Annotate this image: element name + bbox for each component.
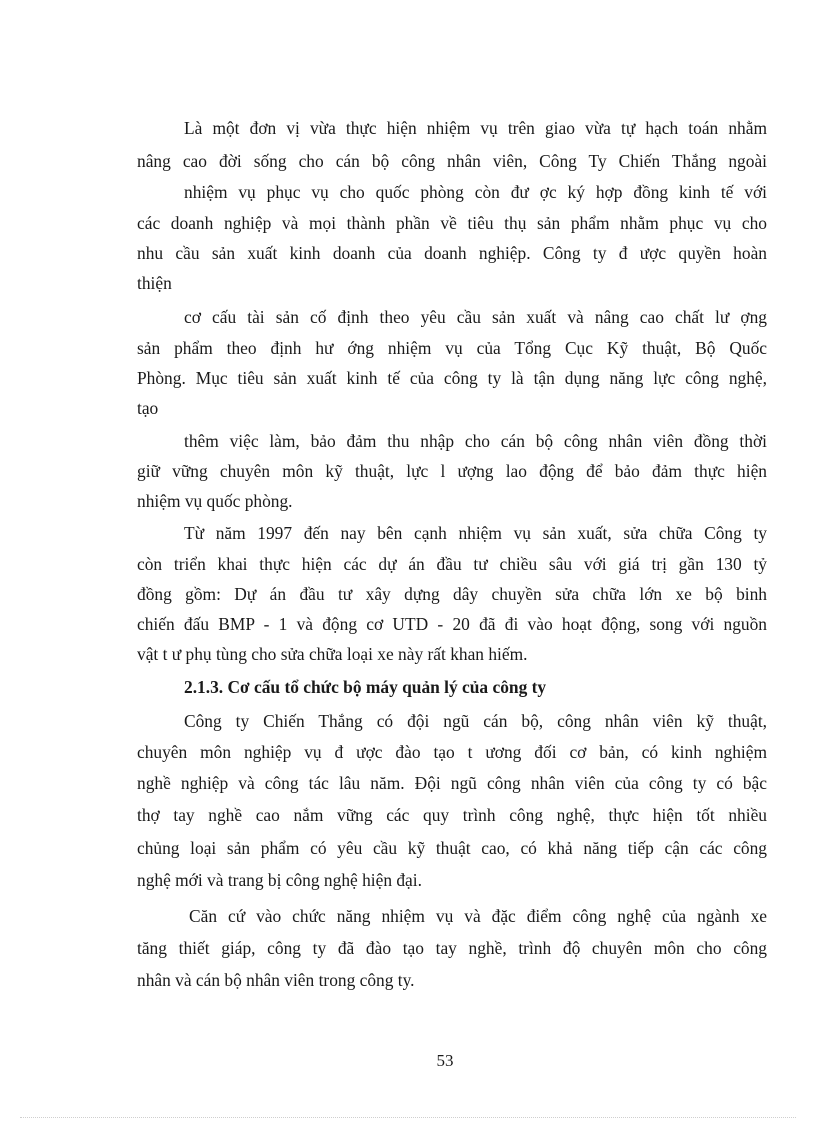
text-line: tạo [137, 398, 159, 418]
text-line: nghệ mới và trang bị công nghệ hiện đại. [137, 870, 422, 890]
text-line: Phòng. Mục tiêu sản xuất kinh tế của công ty là tận dụng năng lực công nghệ, [137, 368, 767, 388]
text-line: giữ vững chuyên môn kỹ thuật, lực l ượng lao động để bảo đảm thực hiện [137, 461, 767, 481]
page-number: 53 [436, 1051, 454, 1070]
text-line: nhiệm vụ quốc phòng. [137, 491, 293, 511]
text-line: Công ty Chiến Thắng có đội ngũ cán bộ, công nhân viên kỹ thuật, [184, 711, 767, 731]
text-line: Là một đơn vị vừa thực hiện nhiệm vụ trên giao vừa tự hạch toán nhằm [184, 118, 767, 138]
text-line: nhu cầu sản xuất kinh doanh của doanh nghiệp. Công ty đ ược quyền hoàn [137, 243, 767, 263]
text-line: chủng loại sản phẩm có yêu cầu kỹ thuật cao, có khả năng tiếp cận các công [137, 838, 767, 858]
page-bottom-edge [20, 1117, 796, 1118]
text-line: thêm việc làm, bảo đảm thu nhập cho cán bộ công nhân viên đồng thời [184, 431, 767, 451]
text-line: cơ cấu tài sản cố định theo yêu cầu sản xuất và nâng cao chất lư ợng [184, 307, 767, 327]
text-line: còn triển khai thực hiện các dự án đầu tư chiều sâu với giá trị gần 130 tỷ [137, 554, 767, 574]
text-line: Từ năm 1997 đến nay bên cạnh nhiệm vụ sản xuất, sửa chữa Công ty [184, 523, 767, 543]
text-line: thiện [137, 273, 172, 293]
text-line: đồng gồm: Dự án đầu tư xây dựng dây chuyền sửa chữa lớn xe bộ binh [137, 584, 767, 604]
text-line: chiến đấu BMP - 1 và động cơ UTD - 20 đã đi vào hoạt động, song với nguồn [137, 614, 767, 634]
text-line: tăng thiết giáp, công ty đã đào tạo tay nghề, trình độ chuyên môn cho công [137, 938, 767, 958]
text-line: các doanh nghiệp và mọi thành phần về tiêu thụ sản phẩm nhằm phục vụ cho [137, 213, 767, 233]
text-line: Căn cứ vào chức năng nhiệm vụ và đặc điểm công nghệ của ngành xe [189, 906, 767, 926]
text-line: thợ tay nghề cao nắm vững các quy trình công nghệ, thực hiện tốt nhiều [137, 805, 767, 825]
text-line: nhiệm vụ phục vụ cho quốc phòng còn đư ợc ký hợp đồng kinh tế với [184, 182, 767, 202]
text-line: chuyên môn nghiệp vụ đ ược đào tạo t ương đối cơ bản, có kinh nghiệm [137, 742, 767, 762]
text-line: nhân và cán bộ nhân viên trong công ty. [137, 970, 415, 990]
section-heading: 2.1.3. Cơ cấu tổ chức bộ máy quản lý của công ty [184, 677, 547, 697]
text-line: nghề nghiệp và công tác lâu năm. Đội ngũ công nhân viên của công ty có bậc [137, 773, 767, 793]
text-line: nâng cao đời sống cho cán bộ công nhân viên, Công Ty Chiến Thắng ngoài [137, 151, 767, 171]
text-line: vật t ư phụ tùng cho sửa chữa loại xe này rất khan hiếm. [137, 644, 528, 664]
text-line: sản phẩm theo định hư ớng nhiệm vụ của Tổng Cục Kỹ thuật, Bộ Quốc [137, 338, 767, 358]
